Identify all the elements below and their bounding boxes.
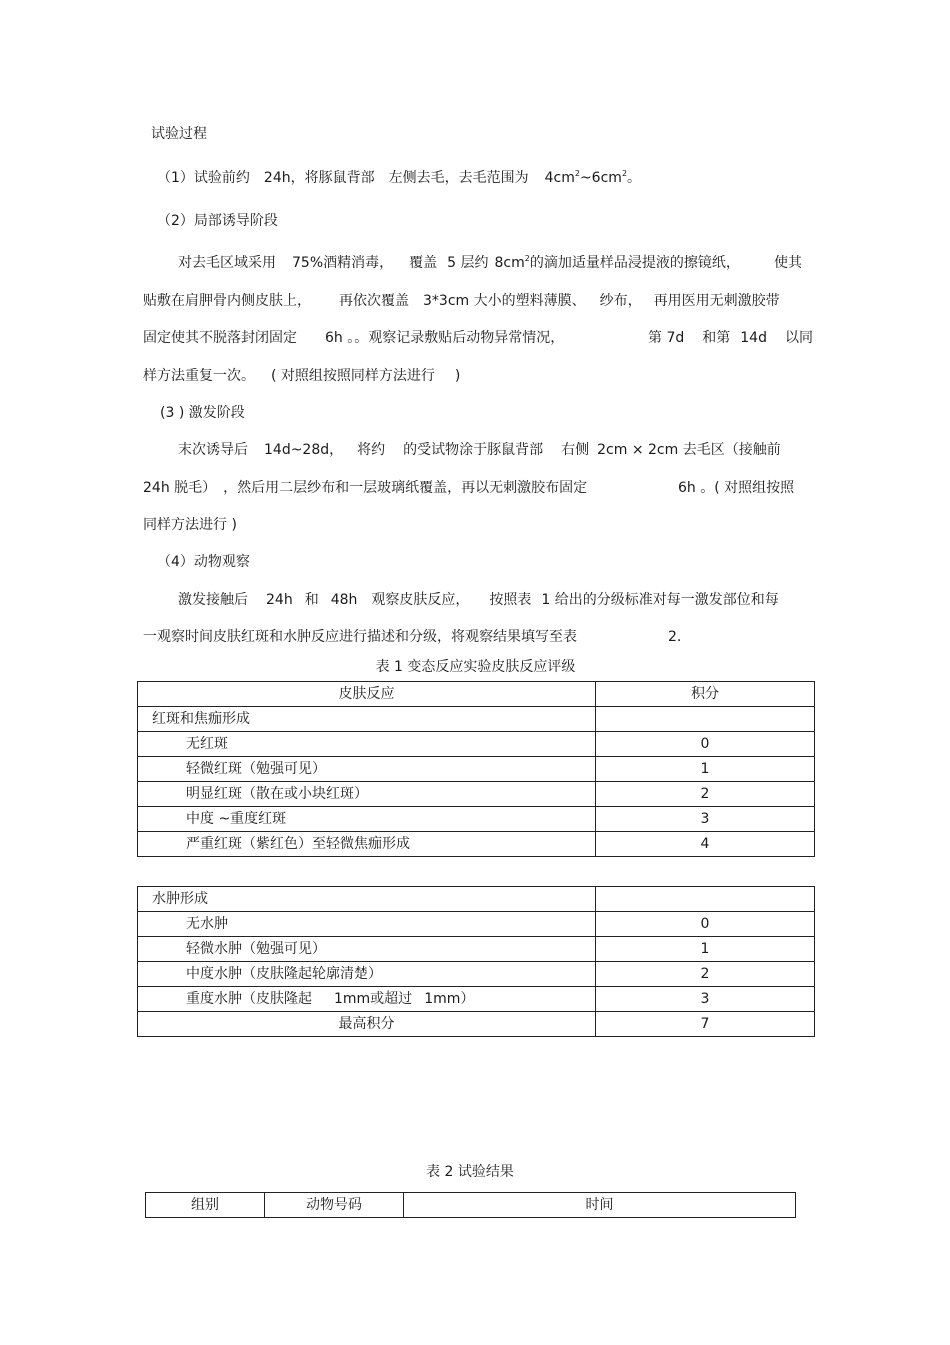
text-run: 样方法重复一次。 [143,368,255,384]
step2-line [143,291,780,311]
table2 [145,1192,796,1218]
table-group-row [138,887,815,912]
step1-text: 24h [263,170,291,186]
step2-line-end: 使其 [774,255,802,271]
step1-text: 左侧 [388,170,417,186]
text-run: ，然后用二层纱布和一层玻璃纸覆盖，再以无刺激胶布固定 [223,480,588,496]
empty-cell [596,887,815,912]
text-run: 覆盖 [409,255,438,271]
header-cell: 组别 [146,1193,265,1218]
table-header-row [146,1193,796,1218]
section-title: 试验过程 [151,126,207,142]
step3-line [178,440,781,460]
score-cell: 1 [596,757,815,782]
step1-text: （1）试验前约 [157,170,250,186]
reaction-cell: 明显红斑（散在或小块红斑） [138,782,596,807]
superscript: 2 [574,169,580,178]
score-cell: 0 [596,912,815,937]
superscript: 2 [524,254,530,263]
table-row [138,807,815,832]
text-run: 激发接触后 [178,592,248,608]
table-row [138,757,815,782]
reaction-cell: 严重红斑（紫红色）至轻微焦痂形成 [138,832,596,857]
text-run: 和第 [702,330,731,346]
step4-line [178,590,779,610]
step3-line-end: 6h 。( 对照组按照 [678,480,795,496]
score-cell: 2 [596,782,815,807]
text-run: ) [454,368,461,384]
superscript: 2 [621,169,628,178]
score-cell: 1 [596,937,815,962]
step1-text: 4cm [544,170,575,186]
table-row [138,987,815,1012]
group-cell: 红斑和焦痂形成 [138,707,596,732]
text-run: 再依次覆盖 [339,293,409,309]
text-run: 贴敷在肩胛骨内侧皮肤上， [143,293,311,309]
header-cell: 皮肤反应 [138,682,596,707]
header-cell: 积分 [596,682,815,707]
header-cell: 动物号码 [265,1193,404,1218]
text-run: 14d [740,330,767,346]
text-run: 第 7d [648,330,685,346]
text-run: 14d~28d， [264,442,344,458]
step1-text: ~6cm [579,170,622,186]
text-run: 右侧 [561,442,590,458]
text-run: 2cm × 2cm 去毛区（接触前 [597,442,781,458]
text-run: 以同 [784,330,813,346]
text-run: 按照表 [489,592,532,608]
step1-line [157,168,641,188]
step3-title: (3 ) 激发阶段 [160,405,245,421]
group-cell: 水肿形成 [138,887,596,912]
reaction-cell: 轻微水肿（勉强可见） [138,937,596,962]
step4-line-end: 2. [668,629,682,645]
table2-caption: 表 2 试验结果 [426,1164,514,1180]
table-header-row [138,682,815,707]
text-run: 24h [266,592,293,608]
text-run: 的受试物涂于豚鼠背部 [403,442,544,458]
text-run: 75%酒精消毒， [292,255,394,271]
total-score-cell: 7 [596,1012,815,1037]
table-row [138,912,815,937]
table-total-row [138,1012,815,1037]
text-run: 的滴加适量样品浸提液的擦镜纸， [529,255,740,271]
text-run: 24h 脱毛） [143,480,210,496]
step3-line: 同样方法进行 ) [143,517,237,533]
table-row [138,832,815,857]
text-run: 重度水肿（皮肤隆起 [186,991,312,1007]
empty-cell [596,707,815,732]
text-run: 5 层约 [447,255,489,271]
text-run: 末次诱导后 [178,442,248,458]
step2-line-end [648,328,813,348]
step4-line: 一观察时间皮肤红斑和水肿反应进行描述和分级，将观察结果填写至表 [143,629,577,645]
step2-line [178,253,740,273]
step1-text: 。 [627,170,642,186]
step2-line [143,366,460,386]
table1-part2 [137,886,815,1037]
text-run: 观察皮肤反应， [371,592,470,608]
step2-title: （2）局部诱导阶段 [157,213,278,229]
reaction-cell: 中度水肿（皮肤隆起轮廓清楚） [138,962,596,987]
score-cell: 3 [596,987,815,1012]
score-cell: 3 [596,807,815,832]
reaction-cell: 无水肿 [138,912,596,937]
text-run: 和 [304,592,319,608]
reaction-cell: 轻微红斑（勉强可见） [138,757,596,782]
text-run: 6h 。。观察记录敷贴后动物异常情况， [325,330,565,346]
table-row [138,937,815,962]
step1-text: 去毛，去毛范围为 [416,170,529,186]
step4-title: （4）动物观察 [157,554,250,570]
header-cell: 时间 [404,1193,796,1218]
text-run: 将约 [357,442,386,458]
step3-line [143,478,587,498]
step1-text: ，将豚鼠背部 [290,170,375,186]
text-run: 3*3cm 大小的塑料薄膜、 [423,293,586,309]
text-run: ( 对照组按照同样方法进行 [271,368,435,384]
reaction-cell: 中度 ~重度红斑 [138,807,596,832]
step2-line [143,328,564,348]
reaction-cell: 无红斑 [138,732,596,757]
table-group-row [138,707,815,732]
text-run: 1mm或超过 [334,991,413,1007]
table-row [138,732,815,757]
text-run: 固定使其不脱落封闭固定 [143,330,297,346]
table1-caption: 表 1 变态反应实验皮肤反应评级 [375,659,576,675]
table1-part1 [137,681,815,857]
score-cell: 0 [596,732,815,757]
text-run: 再用医用无刺激胶带 [653,293,780,309]
text-run: 1 给出的分级标准对每一激发部位和每 [541,592,779,608]
table-row [138,782,815,807]
text-run: 1mm） [424,991,475,1007]
text-run: 对去毛区域采用 [178,255,276,271]
text-run: 48h [330,592,358,608]
text-run: 8cm [494,255,525,271]
table-row [138,962,815,987]
total-label-cell: 最高积分 [138,1012,596,1037]
reaction-cell [138,987,596,1012]
score-cell: 2 [596,962,815,987]
score-cell: 4 [596,832,815,857]
text-run: 纱布， [599,293,642,309]
